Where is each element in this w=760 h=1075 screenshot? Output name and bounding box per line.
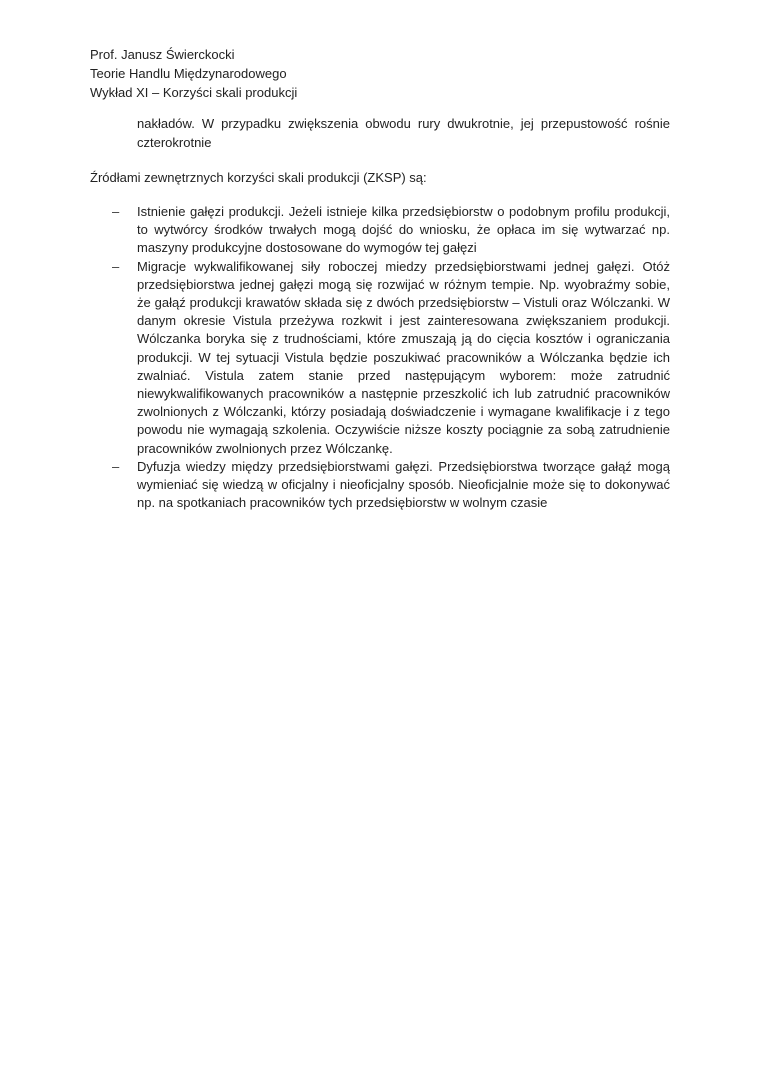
page-header xyxy=(90,45,297,102)
list-item-text: Migracje wykwalifikowanej siły roboczej miedzy przedsiębiorstwami jednej gałęzi. Otóż przedsiębiorstwa jednej gałęzi mogą się rozwijać w różnym tempie. Np. wyobraźmy sobie, że gałąź produkcji krawatów składa się z dwóch przedsiębiorstw – Vistuli oraz Wólczanki. W danym okresie Vistula przeżywa rozkwit i jest zainteresowana zwiększaniem produkcji. Wólczanka boryka się z trudnościami, które zmuszają ją do cięcia kosztów i ograniczania produkcji. W tej sytuacji Vistula będzie poszukiwać pracowników a Wólczanka będzie ich zwalniać. Vistula zatem stanie przed następującym wyborem: może zatrudnić niewykwalifikowanych pracowników a następnie przeszkolić ich lub zatrudnić pracowników zwolnionych z Wólczanki, którzy posiadają doświadczenie i wymagane kwalifikacje i z tego powodu nie wymagają szkolenia. Oczywiście niższe koszty pociągnie za sobą zatrudnienie pracowników zwolnionych przez Wólczankę. xyxy=(137,258,670,456)
list-item-text: Dyfuzja wiedzy między przedsiębiorstwami gałęzi. Przedsiębiorstwa tworzące gałąź mogą wymieniać się wiedzą w oficjalny i nieoficjalny sposób. Nieoficjalnie może się to dokonywać np. na spotkaniach pracowników tych przedsiębiorstw w wolnym czasie xyxy=(137,458,670,511)
dash-bullet-icon: – xyxy=(112,204,120,219)
list-item-text: Istnienie gałęzi produkcji. Jeżeli istnieje kilka przedsiębiorstw o podobnym profilu produkcji, to wytwórcy środków trwałych mogą dojść do wniosku, że opłaca im się wytwarzać np. maszyny produkcyjne dostosowane do wymogów tej gałęzi xyxy=(137,204,670,256)
header-course: Teorie Handlu Międzynarodowego xyxy=(90,66,287,81)
header-author: Prof. Janusz Świerckocki xyxy=(90,47,235,62)
continuation-paragraph: nakładów. W przypadku zwiększenia obwodu rury dwukrotnie, jej przepustowość rośnie czterokrotnie xyxy=(137,116,670,150)
dash-bullet-icon: – xyxy=(112,458,120,474)
sources-intro: Źródłami zewnętrznych korzyści skali produkcji (ZKSP) są: xyxy=(90,170,427,185)
list-item xyxy=(112,258,670,458)
sources-list xyxy=(112,203,670,512)
header-lecture: Wykład XI – Korzyści skali produkcji xyxy=(90,85,298,100)
dash-bullet-icon: – xyxy=(112,258,120,274)
list-item xyxy=(112,458,670,513)
list-item xyxy=(112,203,670,258)
